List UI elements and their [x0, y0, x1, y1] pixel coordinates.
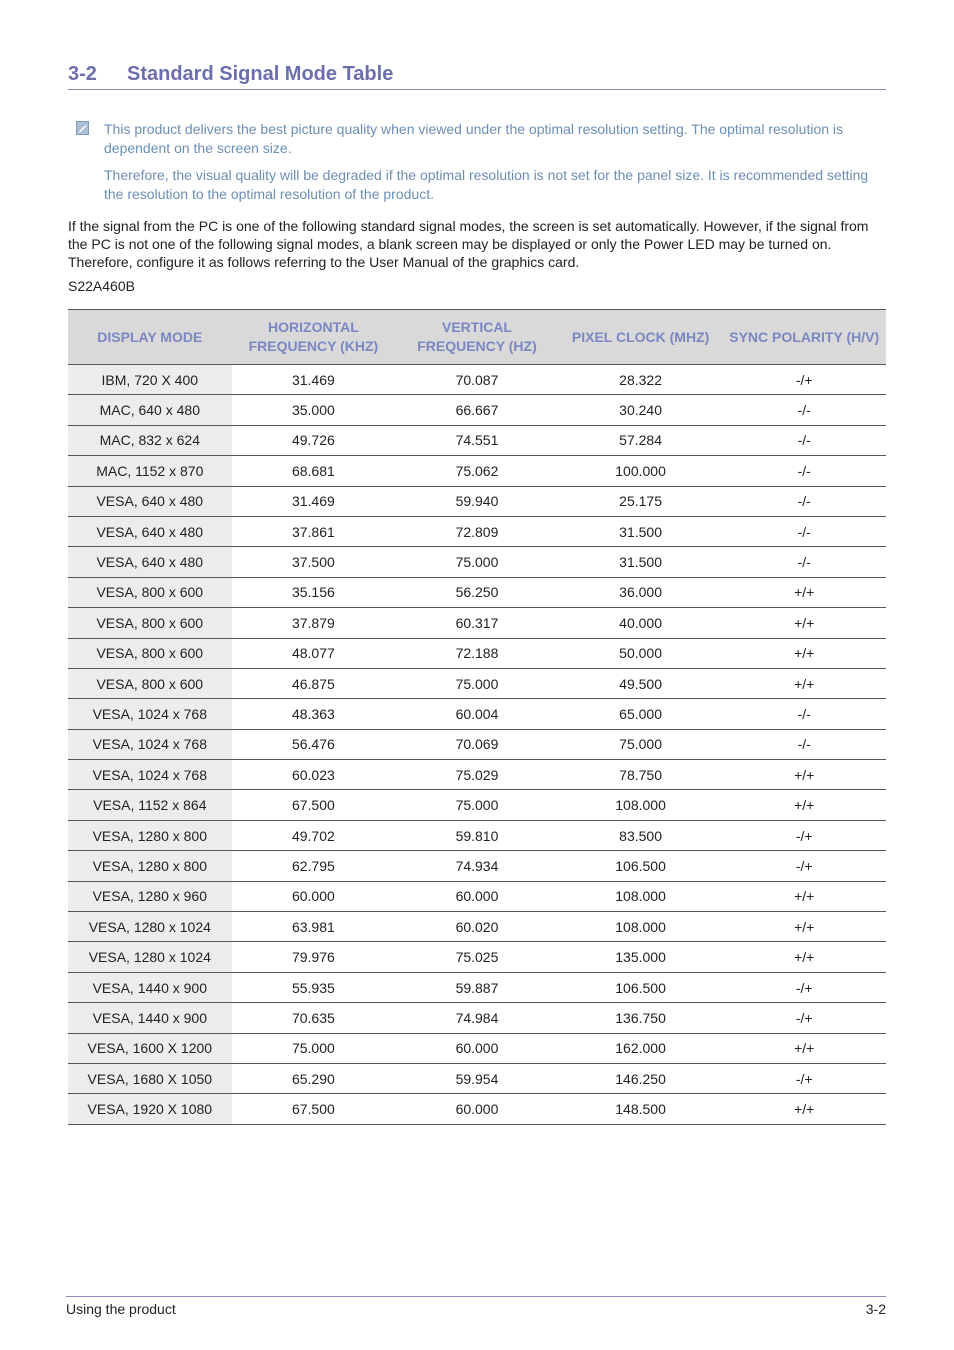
- signal-mode-table: [68, 309, 886, 1125]
- cell-pixel-clock: 106.500: [559, 851, 723, 881]
- note-paragraph-1: This product delivers the best picture quality when viewed under the optimal resolution setting. The optimal resolution is dependent on the screen size.: [104, 121, 844, 156]
- table-row: [68, 395, 886, 425]
- cell-display-mode: VESA, 1920 X 1080: [68, 1094, 232, 1124]
- cell-horizontal-frequency: 55.935: [232, 972, 396, 1002]
- cell-sync-polarity: -/-: [722, 699, 886, 729]
- header-display-mode: DISPLAY MODE: [68, 310, 232, 365]
- cell-pixel-clock: 148.500: [559, 1094, 723, 1124]
- cell-pixel-clock: 30.240: [559, 395, 723, 425]
- table-row: [68, 456, 886, 486]
- table-row: [68, 851, 886, 881]
- cell-pixel-clock: 146.250: [559, 1063, 723, 1093]
- cell-horizontal-frequency: 46.875: [232, 668, 396, 698]
- cell-vertical-frequency: 70.087: [395, 365, 559, 395]
- cell-sync-polarity: +/+: [722, 668, 886, 698]
- cell-display-mode: VESA, 1280 x 1024: [68, 942, 232, 972]
- table-header-row: [68, 310, 886, 365]
- cell-display-mode: VESA, 1024 x 768: [68, 699, 232, 729]
- cell-sync-polarity: +/+: [722, 638, 886, 668]
- cell-pixel-clock: 108.000: [559, 912, 723, 942]
- cell-sync-polarity: +/+: [722, 881, 886, 911]
- cell-pixel-clock: 50.000: [559, 638, 723, 668]
- cell-vertical-frequency: 74.984: [395, 1003, 559, 1033]
- cell-horizontal-frequency: 31.469: [232, 486, 396, 516]
- cell-vertical-frequency: 60.020: [395, 912, 559, 942]
- cell-sync-polarity: -/-: [722, 456, 886, 486]
- cell-display-mode: VESA, 800 x 600: [68, 608, 232, 638]
- table-row: [68, 881, 886, 911]
- cell-sync-polarity: -/-: [722, 516, 886, 546]
- cell-display-mode: VESA, 800 x 600: [68, 638, 232, 668]
- cell-display-mode: IBM, 720 X 400: [68, 365, 232, 395]
- cell-pixel-clock: 28.322: [559, 365, 723, 395]
- cell-horizontal-frequency: 31.469: [232, 365, 396, 395]
- cell-vertical-frequency: 60.317: [395, 608, 559, 638]
- section-number: 3-2: [68, 63, 97, 85]
- intro-paragraph: If the signal from the PC is one of the following standard signal modes, the screen is set automatically. However, if the signal from the PC is not one of the following signal modes, a blank screen may be displayed or only the Power LED may be turned on. Therefore, configure it as follows referring to the User Manual of the graphics card.: [68, 218, 869, 270]
- cell-vertical-frequency: 75.062: [395, 456, 559, 486]
- cell-horizontal-frequency: 48.077: [232, 638, 396, 668]
- table-row: [68, 365, 886, 395]
- table-row: [68, 699, 886, 729]
- cell-display-mode: VESA, 1280 x 1024: [68, 912, 232, 942]
- table-row: [68, 1033, 886, 1063]
- cell-horizontal-frequency: 75.000: [232, 1033, 396, 1063]
- cell-sync-polarity: -/+: [722, 1063, 886, 1093]
- cell-horizontal-frequency: 68.681: [232, 456, 396, 486]
- cell-vertical-frequency: 56.250: [395, 577, 559, 607]
- cell-horizontal-frequency: 70.635: [232, 1003, 396, 1033]
- cell-sync-polarity: +/+: [722, 760, 886, 790]
- table-row: [68, 760, 886, 790]
- cell-pixel-clock: 75.000: [559, 729, 723, 759]
- cell-vertical-frequency: 59.810: [395, 820, 559, 850]
- cell-pixel-clock: 100.000: [559, 456, 723, 486]
- cell-sync-polarity: -/-: [722, 486, 886, 516]
- table-row: [68, 486, 886, 516]
- table-row: [68, 668, 886, 698]
- cell-horizontal-frequency: 67.500: [232, 790, 396, 820]
- cell-vertical-frequency: 74.934: [395, 851, 559, 881]
- section-title: Standard Signal Mode Table: [127, 63, 394, 85]
- table-row: [68, 790, 886, 820]
- table-row: [68, 972, 886, 1002]
- cell-sync-polarity: +/+: [722, 1033, 886, 1063]
- cell-vertical-frequency: 59.887: [395, 972, 559, 1002]
- table-row: [68, 1063, 886, 1093]
- cell-vertical-frequency: 74.551: [395, 425, 559, 455]
- cell-sync-polarity: +/+: [722, 1094, 886, 1124]
- cell-sync-polarity: +/+: [722, 577, 886, 607]
- cell-horizontal-frequency: 37.879: [232, 608, 396, 638]
- cell-vertical-frequency: 66.667: [395, 395, 559, 425]
- cell-horizontal-frequency: 60.000: [232, 881, 396, 911]
- cell-horizontal-frequency: 67.500: [232, 1094, 396, 1124]
- cell-sync-polarity: -/-: [722, 395, 886, 425]
- cell-sync-polarity: -/+: [722, 820, 886, 850]
- cell-display-mode: VESA, 1024 x 768: [68, 760, 232, 790]
- cell-pixel-clock: 162.000: [559, 1033, 723, 1063]
- cell-pixel-clock: 78.750: [559, 760, 723, 790]
- cell-pixel-clock: 36.000: [559, 577, 723, 607]
- cell-horizontal-frequency: 56.476: [232, 729, 396, 759]
- cell-display-mode: VESA, 1440 x 900: [68, 1003, 232, 1033]
- cell-horizontal-frequency: 49.702: [232, 820, 396, 850]
- cell-pixel-clock: 31.500: [559, 547, 723, 577]
- cell-horizontal-frequency: 79.976: [232, 942, 396, 972]
- cell-pixel-clock: 31.500: [559, 516, 723, 546]
- footer-section-label: Using the product: [66, 1301, 176, 1317]
- cell-vertical-frequency: 75.000: [395, 547, 559, 577]
- cell-vertical-frequency: 72.809: [395, 516, 559, 546]
- cell-display-mode: VESA, 1152 x 864: [68, 790, 232, 820]
- footer-page-number: 3-2: [865, 1301, 886, 1317]
- table-row: [68, 425, 886, 455]
- cell-display-mode: MAC, 832 x 624: [68, 425, 232, 455]
- table-row: [68, 547, 886, 577]
- cell-display-mode: VESA, 1600 X 1200: [68, 1033, 232, 1063]
- cell-sync-polarity: -/+: [722, 972, 886, 1002]
- cell-display-mode: VESA, 1280 x 960: [68, 881, 232, 911]
- cell-vertical-frequency: 60.000: [395, 881, 559, 911]
- model-name: S22A460B: [68, 278, 135, 294]
- cell-pixel-clock: 136.750: [559, 1003, 723, 1033]
- cell-display-mode: VESA, 640 x 480: [68, 486, 232, 516]
- header-vertical-frequency: VERTICAL FREQUENCY (HZ): [395, 310, 559, 365]
- cell-horizontal-frequency: 49.726: [232, 425, 396, 455]
- table-row: [68, 912, 886, 942]
- header-pixel-clock: PIXEL CLOCK (MHZ): [559, 310, 723, 365]
- cell-display-mode: VESA, 640 x 480: [68, 547, 232, 577]
- cell-pixel-clock: 135.000: [559, 942, 723, 972]
- cell-horizontal-frequency: 63.981: [232, 912, 396, 942]
- cell-pixel-clock: 106.500: [559, 972, 723, 1002]
- cell-display-mode: VESA, 1280 x 800: [68, 820, 232, 850]
- cell-horizontal-frequency: 35.156: [232, 577, 396, 607]
- cell-sync-polarity: -/-: [722, 425, 886, 455]
- cell-pixel-clock: 108.000: [559, 881, 723, 911]
- cell-display-mode: VESA, 1680 X 1050: [68, 1063, 232, 1093]
- cell-sync-polarity: -/-: [722, 729, 886, 759]
- header-horizontal-frequency: HORIZONTAL FREQUENCY (KHZ): [232, 310, 396, 365]
- cell-pixel-clock: 25.175: [559, 486, 723, 516]
- cell-display-mode: VESA, 800 x 600: [68, 577, 232, 607]
- cell-vertical-frequency: 60.000: [395, 1033, 559, 1063]
- cell-pixel-clock: 57.284: [559, 425, 723, 455]
- cell-pixel-clock: 65.000: [559, 699, 723, 729]
- footer-divider: [66, 1296, 886, 1297]
- table-row: [68, 516, 886, 546]
- table-row: [68, 820, 886, 850]
- cell-sync-polarity: -/+: [722, 851, 886, 881]
- cell-horizontal-frequency: 62.795: [232, 851, 396, 881]
- note-paragraph-2: Therefore, the visual quality will be degraded if the optimal resolution is not set for the panel size. It is recommended setting the resolution to the optimal resolution of the product.: [104, 167, 869, 202]
- cell-horizontal-frequency: 48.363: [232, 699, 396, 729]
- cell-display-mode: MAC, 640 x 480: [68, 395, 232, 425]
- cell-horizontal-frequency: 65.290: [232, 1063, 396, 1093]
- cell-display-mode: VESA, 1440 x 900: [68, 972, 232, 1002]
- cell-horizontal-frequency: 37.861: [232, 516, 396, 546]
- cell-pixel-clock: 49.500: [559, 668, 723, 698]
- cell-vertical-frequency: 60.000: [395, 1094, 559, 1124]
- cell-sync-polarity: -/+: [722, 1003, 886, 1033]
- cell-vertical-frequency: 60.004: [395, 699, 559, 729]
- cell-pixel-clock: 108.000: [559, 790, 723, 820]
- cell-horizontal-frequency: 60.023: [232, 760, 396, 790]
- note-block: [76, 120, 886, 212]
- cell-vertical-frequency: 75.000: [395, 790, 559, 820]
- cell-vertical-frequency: 59.940: [395, 486, 559, 516]
- cell-display-mode: VESA, 640 x 480: [68, 516, 232, 546]
- table-row: [68, 577, 886, 607]
- cell-sync-polarity: +/+: [722, 942, 886, 972]
- cell-horizontal-frequency: 35.000: [232, 395, 396, 425]
- table-row: [68, 1094, 886, 1124]
- cell-vertical-frequency: 72.188: [395, 638, 559, 668]
- cell-sync-polarity: +/+: [722, 790, 886, 820]
- cell-display-mode: MAC, 1152 x 870: [68, 456, 232, 486]
- cell-sync-polarity: +/+: [722, 608, 886, 638]
- cell-vertical-frequency: 75.025: [395, 942, 559, 972]
- cell-display-mode: VESA, 1024 x 768: [68, 729, 232, 759]
- table-row: [68, 1003, 886, 1033]
- cell-vertical-frequency: 59.954: [395, 1063, 559, 1093]
- cell-sync-polarity: -/-: [722, 547, 886, 577]
- header-sync-polarity: SYNC POLARITY (H/V): [722, 310, 886, 365]
- table-row: [68, 638, 886, 668]
- cell-sync-polarity: -/+: [722, 365, 886, 395]
- note-pencil-icon: [76, 121, 89, 135]
- cell-vertical-frequency: 75.029: [395, 760, 559, 790]
- cell-sync-polarity: +/+: [722, 912, 886, 942]
- table-row: [68, 608, 886, 638]
- cell-vertical-frequency: 75.000: [395, 668, 559, 698]
- section-header: [68, 60, 886, 90]
- cell-pixel-clock: 83.500: [559, 820, 723, 850]
- cell-display-mode: VESA, 800 x 600: [68, 668, 232, 698]
- table-row: [68, 942, 886, 972]
- cell-horizontal-frequency: 37.500: [232, 547, 396, 577]
- table-row: [68, 729, 886, 759]
- cell-vertical-frequency: 70.069: [395, 729, 559, 759]
- cell-pixel-clock: 40.000: [559, 608, 723, 638]
- cell-display-mode: VESA, 1280 x 800: [68, 851, 232, 881]
